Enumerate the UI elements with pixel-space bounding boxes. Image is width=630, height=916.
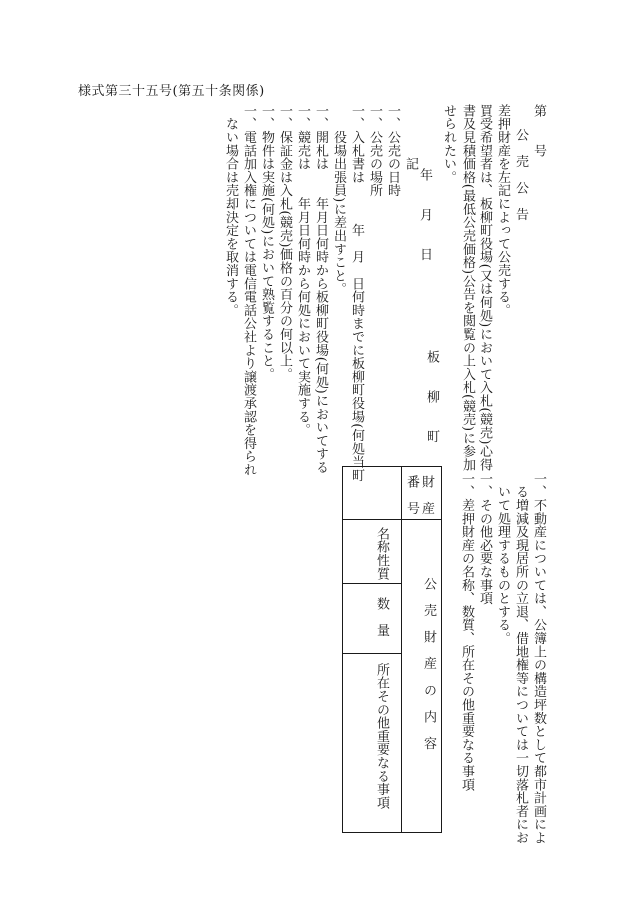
notice-date: 年 月 日 bbox=[417, 168, 432, 262]
col-number-line-1: 財 産 bbox=[419, 475, 434, 515]
condition-bid-submission-line-1: 一、入札書は 年 月 日何時までに板柳町役場(何処当町 bbox=[349, 104, 364, 482]
notice-body-line-2: 買受希望者は、板柳町役場(又は何処)において入札(競売)心得 bbox=[477, 104, 492, 472]
condition-bid-submission-line-2: 役場出張員)に差出すこと。 bbox=[331, 104, 346, 296]
header-main: 公 売 財 産 の 内 容 bbox=[421, 577, 436, 750]
condition-sale-datetime: 一、公売の日時 bbox=[385, 104, 400, 198]
col-quantity: 数 量 bbox=[374, 597, 389, 637]
ki-label: 記 bbox=[403, 157, 418, 171]
col-number-line-2: 番 号 bbox=[404, 475, 419, 515]
note-real-estate-line-1: 一、不動産については、公簿上の構造坪数として都市計画によ bbox=[531, 472, 546, 845]
condition-auction: 一、競売は 年月日何時から何処において実施する。 bbox=[295, 104, 310, 437]
table-divider bbox=[343, 583, 401, 584]
notice-title: 公 売 公 告 bbox=[513, 128, 528, 222]
form-reference: 様式第三十五号(第五十条関係) bbox=[78, 84, 265, 99]
table-divider bbox=[401, 467, 402, 832]
note-other-matters: 一、その他必要な事項 bbox=[477, 472, 492, 605]
notice-body-line-3: 書及見積価格(最低公売価格)公告を閲覧の上入札(競売)に参加 bbox=[460, 104, 475, 472]
condition-deposit: 一、保証金は入札(競売)価格の百分の何以上。 bbox=[277, 104, 292, 381]
condition-telephone-line-2: ない場合は売却決定を取消する。 bbox=[223, 104, 238, 317]
condition-telephone-line-1: 一、電話加入権については電信電話公社より譲渡承認を得られ bbox=[241, 104, 256, 477]
notice-number: 第 号 bbox=[531, 104, 546, 158]
notice-body-line-1: 差押財産を左記によって公売する。 bbox=[495, 104, 510, 317]
col-name: 名称性質 bbox=[374, 527, 389, 581]
condition-inspection: 一、物件は実施(何処)において熟覧すること。 bbox=[259, 104, 274, 381]
notice-issuer: 板 柳 町 bbox=[424, 350, 439, 444]
note-real-estate-line-3: いて処理するものとする。 bbox=[495, 472, 510, 645]
notice-body-line-4: せられたい。 bbox=[441, 104, 456, 184]
table-divider bbox=[343, 519, 401, 520]
note-real-estate-line-2: る増減及現居所の立退、借地権等については一切落札者にお bbox=[513, 472, 528, 845]
note-property-details: 一、差押財産の名称、数質、所在その他重要なる事項 bbox=[459, 472, 474, 792]
condition-sale-place: 一、公売の場所 bbox=[367, 104, 382, 198]
table-divider bbox=[343, 653, 401, 654]
col-location: 所在その他重要なる事項 bbox=[374, 663, 389, 810]
condition-bid-opening: 一、開札は 年月日何時から板柳町役場(何処)においてする bbox=[313, 104, 328, 474]
property-table bbox=[342, 466, 442, 833]
